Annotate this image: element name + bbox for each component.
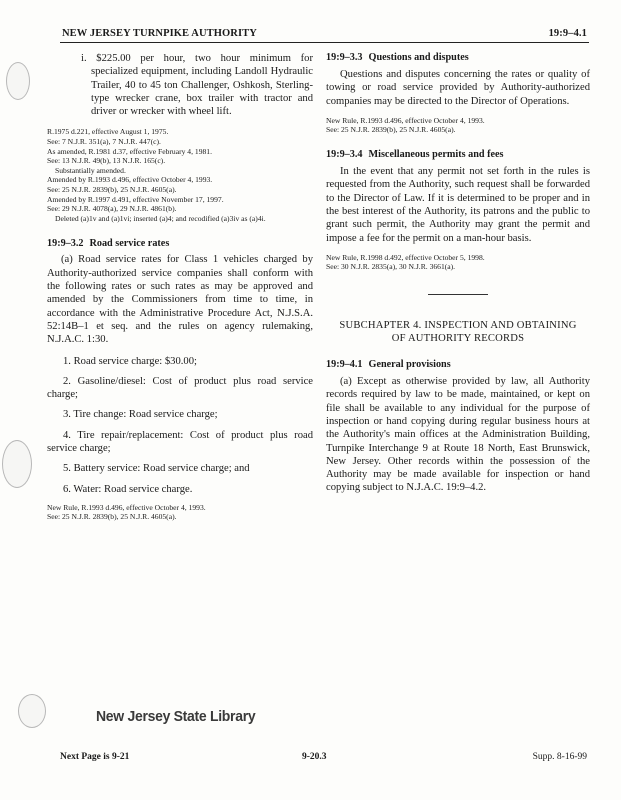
list-item: 6. Water: Road service charge. — [63, 483, 193, 495]
list-item: 2. Gasoline/diesel: Cost of product plus road service charge; — [47, 375, 313, 401]
source-history — [326, 253, 590, 272]
paragraph-3-4: In the event that any permit not set forth in the rules is requested from the Authority, such request shall be forwarded to the Director of Law. If it is determined to be proper and in the best interest of the Authority, its patrons and the public to grant such permit, the Authority may grant the permit and impose a fee for the permit on a man-hour basis. — [326, 166, 590, 244]
history-line: Amended by R.1993 d.496, effective October 4, 1993. — [47, 175, 213, 185]
history-line: See: 29 N.J.R. 4078(a), 29 N.J.R. 4861(b). — [47, 204, 177, 214]
list-item: 4. Tire repair/replacement: Cost of product plus road service charge; — [47, 429, 313, 454]
list-item: 3. Tire change: Road service charge; — [63, 409, 218, 421]
header-title: NEW JERSEY TURNPIKE AUTHORITY — [62, 28, 257, 39]
punch-hole-bottom — [18, 694, 46, 728]
section-heading-3-4 — [326, 149, 590, 160]
history-line: Amended by R.1997 d.491, effective November 17, 1997. — [47, 194, 224, 204]
section-number: 19:9–3.2 — [47, 238, 84, 250]
header-section: 19:9–4.1 — [548, 28, 587, 39]
section-number: 19:9–3.3 — [326, 52, 363, 63]
paragraph-item-i: i. $225.00 per hour, two hour minimum for specialized equipment, including Landoll Hydraulic Trailer, 40 to 45 ton Challenger, Oshkosh, Sterling-type wrecker crane, box trailer with tractor and driver or wrecker with wheel lift. — [81, 53, 313, 118]
history-line: See: 30 N.J.R. 2835(a), 30 N.J.R. 3661(a). — [326, 262, 456, 272]
source-history — [47, 127, 313, 223]
supplement-date: Supp. 8-16-99 — [532, 752, 587, 762]
section-title: Questions and disputes — [368, 52, 469, 63]
history-line: See: 7 N.J.R. 351(a), 7 N.J.R. 447(c). — [47, 137, 161, 147]
history-line: New Rule, R.1993 d.496, effective October 4, 1993. — [47, 502, 206, 512]
history-line: New Rule, R.1993 d.496, effective October 4, 1993. — [326, 115, 485, 125]
library-stamp: New Jersey State Library — [96, 707, 256, 725]
list-item: 1. Road service charge: $30.00; — [63, 355, 197, 367]
header-rule — [60, 42, 589, 43]
punch-hole-middle — [2, 440, 32, 488]
section-title: General provisions — [368, 359, 451, 371]
subchapter-heading — [326, 319, 590, 345]
history-line: See: 13 N.J.R. 49(b), 13 N.J.R. 165(c). — [47, 156, 166, 166]
running-header — [62, 28, 587, 39]
section-heading-3-2 — [47, 238, 313, 249]
source-history — [47, 503, 313, 522]
history-line: Deleted (a)1v and (a)1vi; inserted (a)4; and recodified (a)3iv as (a)4i. — [55, 213, 266, 223]
next-page-note: Next Page is 9-21 — [60, 752, 130, 762]
punch-hole-top — [6, 62, 30, 100]
history-line: See: 25 N.J.R. 2839(b), 25 N.J.R. 4605(a). — [326, 125, 456, 135]
list-item: 5. Battery service: Road service charge; and — [63, 463, 250, 475]
subchapter-line: SUBCHAPTER 4. INSPECTION AND OBTAINING — [339, 320, 577, 332]
history-line: New Rule, R.1998 d.492, effective October 5, 1998. — [326, 252, 485, 262]
paragraph-3-3: Questions and disputes concerning the rates or quality of towing or road service provided by Authority-authorized companies may be directed to the Director of Operations. — [326, 69, 590, 107]
paragraph-3-2a: (a) Road service rates for Class 1 vehicles charged by Authority-authorized service companies shall conform with the following rates or such rates as may be approved and amended by the Commissioners from time to time, in accordance with the Administrative Procedure Act, N.J.S.A. 52:14B–1 et seq. and the rules on agency rulemaking, N.J.A.C. 1:30. — [47, 254, 313, 346]
subchapter-line: OF AUTHORITY RECORDS — [391, 333, 525, 345]
history-line: R.1975 d.221, effective August 1, 1975. — [47, 127, 169, 137]
source-history — [326, 116, 590, 135]
section-divider — [428, 294, 488, 295]
section-heading-3-3 — [326, 52, 590, 63]
section-heading-4-1 — [326, 359, 590, 370]
section-title: Road service rates — [89, 238, 170, 250]
right-column — [326, 52, 590, 495]
page-number: 9-20.3 — [302, 752, 327, 762]
history-line: Substantially amended. — [55, 165, 126, 175]
left-column — [47, 52, 313, 522]
history-line: See: 25 N.J.R. 2839(b), 25 N.J.R. 4605(a). — [47, 512, 177, 522]
history-line: See: 25 N.J.R. 2839(b), 25 N.J.R. 4605(a). — [47, 185, 177, 195]
section-number: 19:9–4.1 — [326, 359, 363, 371]
history-line: As amended, R.1981 d.37, effective February 4, 1981. — [47, 146, 212, 156]
section-number: 19:9–3.4 — [326, 149, 363, 161]
paragraph-4-1a: (a) Except as otherwise provided by law, all Authority records required by law to be made, maintained, or kept on file shall be available to any individual for the purpose of inspection or hand copying during regular business hours at the Authority's main offices at the Administration Building, Turnpike Interchange 9 at Route 18 North, East Brunswick, New Jersey. Other records within the possession of the Authority may be made available for inspection or hand copying subject to N.J.A.C. 19:9–4.2. — [326, 376, 590, 494]
section-title: Miscellaneous permits and fees — [368, 149, 504, 161]
